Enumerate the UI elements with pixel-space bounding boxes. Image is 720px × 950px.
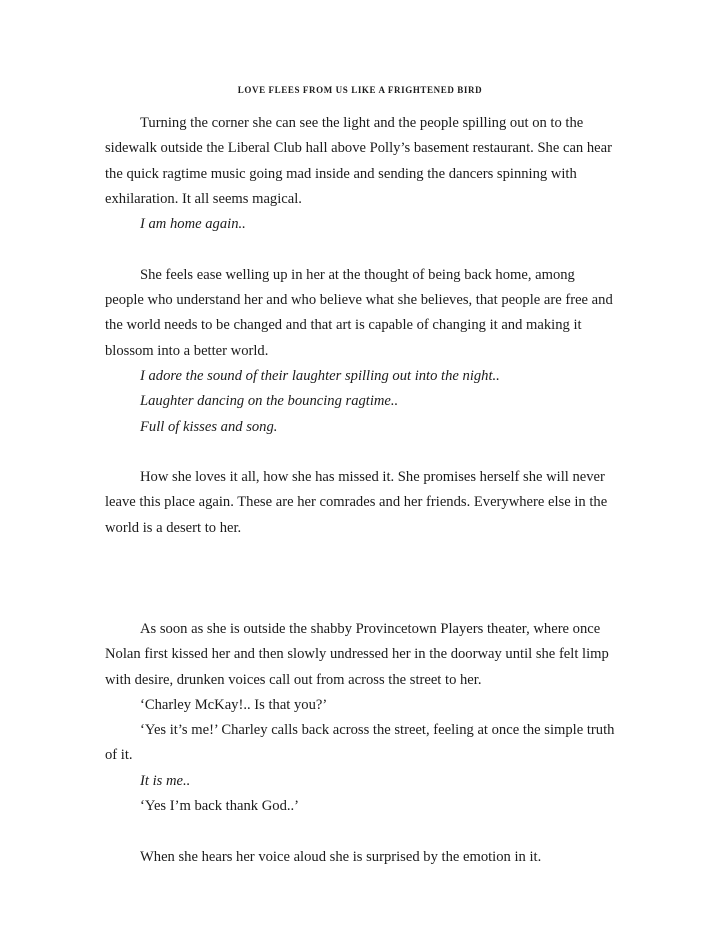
- italic-line: I am home again..: [140, 216, 246, 233]
- paragraph: ‘Yes it’s me!’ Charley calls back across the street, feeling at once the simple truth of it.: [105, 722, 615, 764]
- document-body: [105, 111, 615, 870]
- italic-line: Full of kisses and song.: [140, 418, 278, 435]
- italic-line: Laughter dancing on the bouncing ragtime..: [140, 393, 399, 410]
- document-title: LOVE FLEES FROM US LIKE A FRIGHTENED BIRD: [237, 85, 483, 95]
- paragraph: How she loves it all, how she has missed it. She promises herself she will never leave this place again. These are her comrades and her friends. Everywhere else in the world is a desert to her.: [105, 469, 608, 536]
- section-spacer: [105, 541, 615, 617]
- paragraph: ‘Charley McKay!.. Is that you?’: [140, 696, 328, 713]
- section-spacer: [105, 440, 615, 465]
- italic-line: It is me..: [140, 772, 191, 789]
- paragraph: When she hears her voice aloud she is surprised by the emotion in it.: [140, 848, 542, 865]
- italic-line: I adore the sound of their laughter spilling out into the night..: [140, 367, 500, 384]
- paragraph: She feels ease welling up in her at the thought of being back home, among people who understand her and who believe what she believes, that people are free and the world needs to be changed and that art is capable of changing it and making it blossom into a better world.: [105, 266, 613, 359]
- paragraph: As soon as she is outside the shabby Provincetown Players theater, where once Nolan first kissed her and then slowly undressed her in the doorway until she felt limp with desire, drunken voices call out from across the street to her.: [105, 620, 609, 688]
- paragraph: Turning the corner she can see the light and the people spilling out on to the sidewalk outside the Liberal Club hall above Polly’s basement restaurant. She can hear the quick ragtime music going mad inside and sending the dancers spinning with exhilaration. It all seems magical.: [105, 115, 612, 207]
- section-spacer: [105, 819, 615, 844]
- paragraph: ‘Yes I’m back thank God..’: [140, 798, 300, 815]
- section-spacer: [105, 237, 615, 262]
